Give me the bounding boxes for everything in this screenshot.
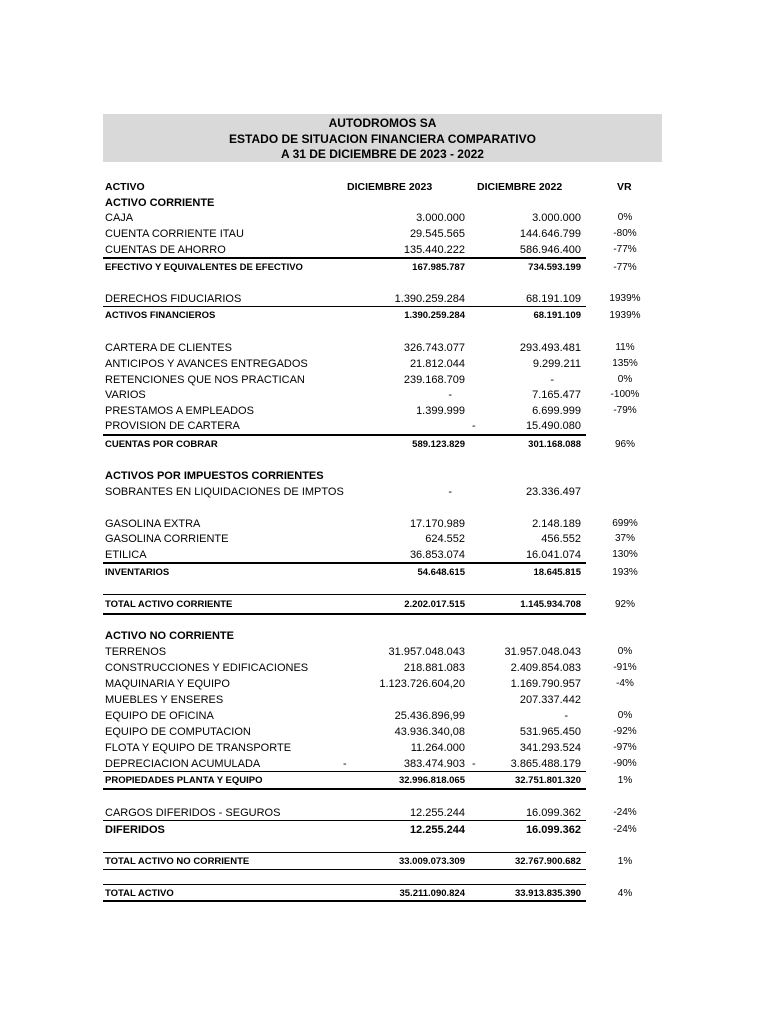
- report-date: A 31 DE DICIEMBRE DE 2023 - 2022: [281, 147, 484, 161]
- report-title: ESTADO DE SITUACION FINANCIERA COMPARATIVO: [229, 131, 536, 146]
- divider: [103, 900, 586, 902]
- subtotal-row: ACTIVOS FINANCIEROS 1.390.259.284 68.191.109 1939%: [105, 310, 641, 321]
- column-header-activo: ACTIVO: [105, 181, 145, 193]
- table-row: ANTICIPOS Y AVANCES ENTREGADOS 21.812.044 9.299.211 135%: [105, 358, 638, 370]
- total-row: TOTAL ACTIVO CORRIENTE 2.202.017.515 1.145.934.708 92%: [105, 599, 635, 610]
- divider: [103, 594, 586, 595]
- section-heading: ACTIVO CORRIENTE: [105, 197, 215, 209]
- table-row: DERECHOS FIDUCIARIOS 1.390.259.284 68.191.109 1939%: [105, 293, 641, 305]
- table-row: MAQUINARIA Y EQUIPO 1.123.726.604,20 1.169.790.957 -4%: [105, 678, 634, 690]
- subtotal-row: EFECTIVO Y EQUIVALENTES DE EFECTIVO 167.985.787 734.593.199 -77%: [105, 262, 637, 273]
- table-row: CARGOS DIFERIDOS - SEGUROS 12.255.244 16.099.362 -24%: [105, 807, 637, 819]
- subtotal-row: CUENTAS POR COBRAR 589.123.829 301.168.088 96%: [105, 439, 635, 450]
- divider: [103, 434, 586, 436]
- table-row: CUENTAS DE AHORRO 135.440.222 586.946.400 -77%: [105, 244, 637, 256]
- table-row: TERRENOS 31.957.048.043 31.957.048.043 0%: [105, 646, 633, 658]
- table-row: MUEBLES Y ENSERES 207.337.442: [105, 694, 581, 706]
- table-row: DEPRECIACION ACUMULADA - 383.474.903 - 3.865.488.179 -90%: [105, 758, 637, 770]
- column-header-row: [0, 180, 768, 196]
- divider: [103, 852, 586, 853]
- table-row: ETILICA 36.853.074 16.041.074 130%: [105, 549, 638, 561]
- divider: [103, 306, 586, 307]
- table-row: EQUIPO DE OFICINA 25.436.896,99 - 0%: [105, 710, 633, 722]
- section-heading: ACTIVO NO CORRIENTE: [105, 630, 234, 642]
- report-header: [103, 114, 662, 162]
- table-row: PROVISION DE CARTERA - 15.490.080: [105, 420, 581, 432]
- divider: [103, 562, 586, 564]
- table-row: CAJA 3.000.000 3.000.000 0%: [105, 212, 633, 224]
- divider: [103, 869, 586, 870]
- divider: [103, 257, 586, 259]
- table-row: RETENCIONES QUE NOS PRACTICAN 239.168.709 - 0%: [105, 374, 633, 386]
- divider: [103, 820, 586, 821]
- divider: [103, 613, 586, 615]
- divider: [103, 788, 586, 790]
- table-row: FLOTA Y EQUIPO DE TRANSPORTE 11.264.000 341.293.524 -97%: [105, 742, 637, 754]
- table-row: CUENTA CORRIENTE ITAU 29.545.565 144.646.799 -80%: [105, 228, 637, 240]
- total-row: TOTAL ACTIVO NO CORRIENTE 33.009.073.309 32.767.900.682 1%: [105, 856, 633, 867]
- divider: [103, 771, 586, 772]
- table-row: CARTERA DE CLIENTES 326.743.077 293.493.481 11%: [105, 342, 635, 354]
- column-header-vr: VR: [617, 181, 632, 193]
- table-row: GASOLINA CORRIENTE 624.552 456.552 37%: [105, 533, 635, 545]
- company-name: AUTODROMOS SA: [328, 116, 437, 130]
- table-row: GASOLINA EXTRA 17.170.989 2.148.189 699%: [105, 518, 638, 530]
- table-row: EQUIPO DE COMPUTACION 43.936.340,08 531.965.450 -92%: [105, 726, 637, 738]
- subtotal-row: DIFERIDOS 12.255.244 16.099.362 -24%: [105, 824, 637, 836]
- table-row: SOBRANTES EN LIQUIDACIONES DE IMPTOS - 23.336.497: [105, 486, 581, 498]
- section-heading: ACTIVOS POR IMPUESTOS CORRIENTES: [105, 470, 324, 482]
- table-row: VARIOS - 7.165.477 -100%: [105, 389, 640, 401]
- subtotal-row: PROPIEDADES PLANTA Y EQUIPO 32.996.818.065 32.751.801.320 1%: [105, 775, 633, 786]
- divider: [103, 884, 586, 885]
- table-row: CONSTRUCCIONES Y EDIFICACIONES 218.881.083 2.409.854.083 -91%: [105, 662, 637, 674]
- column-header-2022: DICIEMBRE 2022: [477, 181, 563, 193]
- column-header-2023: DICIEMBRE 2023: [347, 181, 433, 193]
- subtotal-row: INVENTARIOS 54.648.615 18.645.815 193%: [105, 567, 638, 578]
- table-row: PRESTAMOS A EMPLEADOS 1.399.999 6.699.999 -79%: [105, 405, 637, 417]
- grand-total-row: TOTAL ACTIVO 35.211.090.824 33.913.835.390 4%: [105, 888, 633, 899]
